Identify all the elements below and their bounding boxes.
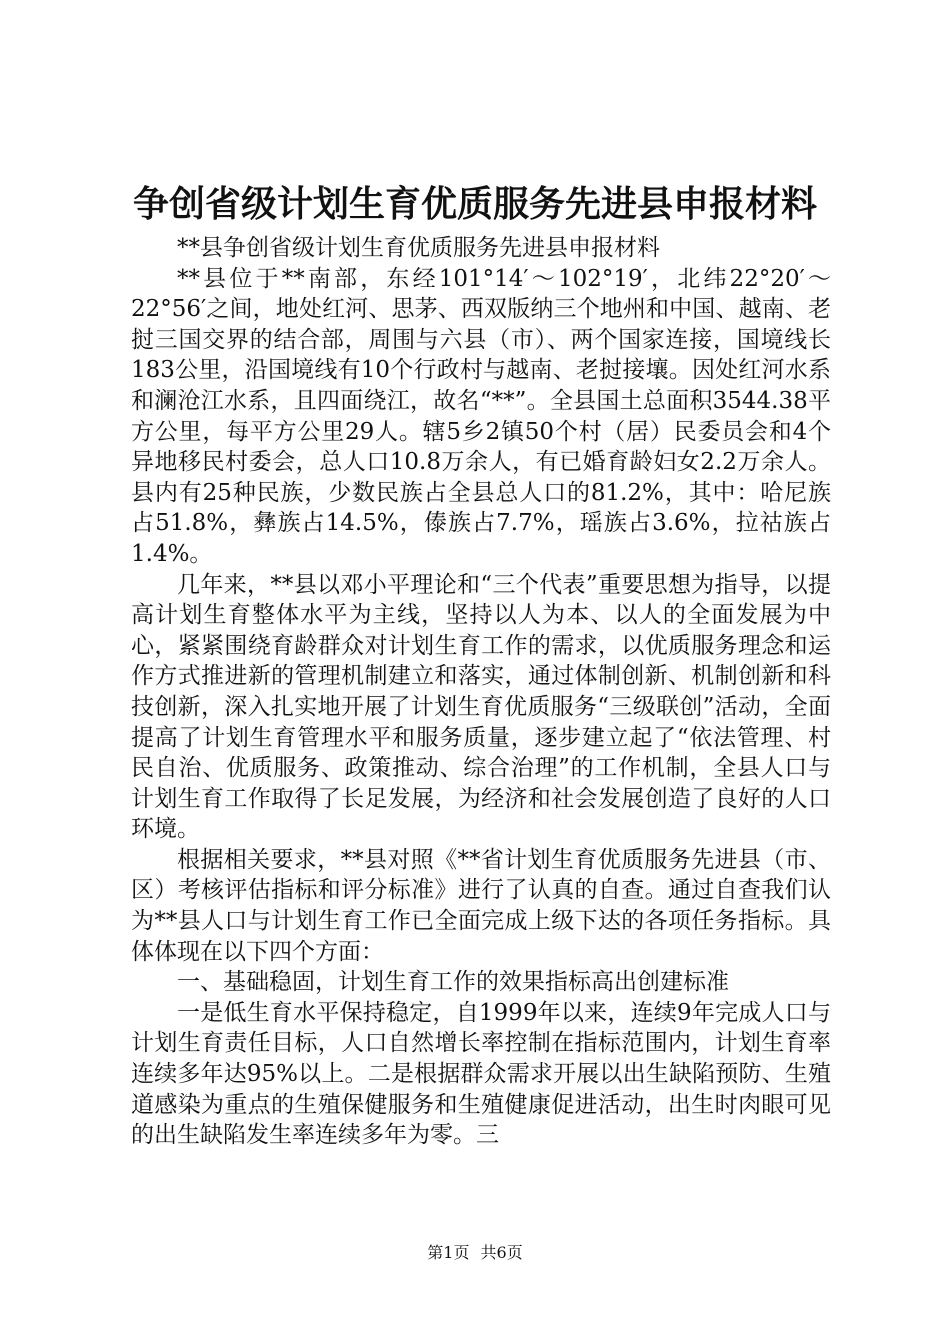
paragraph-location: **县位于**南部，东经101°14′～102°19′，北纬22°20′～22°56′之间，地处红河、思茅、西双版纳三个地州和中国、越南、老挝三国交界的结合部，周围与六县（市）、两个国家连接，国境线长183公里，沿国境线有10个行政村与越南、老挝接壤。因处红河水系和澜沧江水系，且四面绕江，故名“**”。全县国土总面积3544.38平方公里，每平方公里29人。辖5乡2镇50个村（居）民委员会和4个异地移民村委会，总人口10.8万余人，有已婚育龄妇女2.2万余人。县内有25种民族，少数民族占全县总人口的81.2%，其中：哈尼族占51.8%，彝族占14.5%，傣族占7.7%，瑶族占3.6%，拉祜族占1.4%。	[131, 265, 831, 567]
document-title: 争创省级计划生育优质服务先进县申报材料	[132, 183, 817, 225]
page-number: 第1页	[427, 1243, 470, 1262]
paragraph-subtitle: **县争创省级计划生育优质服务先进县申报材料	[177, 235, 660, 261]
paragraph-section-1: 一是低生育水平保持稳定，自1999年以来，连续9年完成人口与计划生育责任目标，人口自然增长率控制在指标范围内，计划生育率连续多年达95%以上。二是根据群众需求开展以出生缺陷预防、生殖道感染为重点的生殖保健服务和生殖健康促进活动，出生时肉眼可见的出生缺陷发生率连续多年为零。三	[131, 999, 831, 1149]
page-total: 共6页	[480, 1243, 523, 1262]
document-body	[131, 233, 831, 1151]
page-footer	[0, 1243, 950, 1263]
section-heading-1: 一、基础稳固，计划生育工作的效果指标高出创建标准	[177, 969, 729, 996]
paragraph-self-check: 根据相关要求，**县对照《**省计划生育优质服务先进县（市、区）考核评估指标和评分标准》进行了认真的自查。通过自查我们认为**县人口与计划生育工作已全面完成上级下达的各项任务指标。具体体现在以下四个方面：	[131, 846, 831, 965]
paragraph-achievements: 几年来，**县以邓小平理论和“三个代表”重要思想为指导，以提高计划生育整体水平为主线，坚持以人为本、以人的全面发展为中心，紧紧围绕育龄群众对计划生育工作的需求，以优质服务理念和运作方式推进新的管理机制建立和落实，通过体制创新、机制创新和科技创新，深入扎实地开展了计划生育优质服务“三级联创”活动，全面提高了计划生育管理水平和服务质量，逐步建立起了“依法管理、村民自治、优质服务、政策推动、综合治理”的工作机制，全县人口与计划生育工作取得了长足发展，为经济和社会发展创造了良好的人口环境。	[131, 571, 831, 843]
